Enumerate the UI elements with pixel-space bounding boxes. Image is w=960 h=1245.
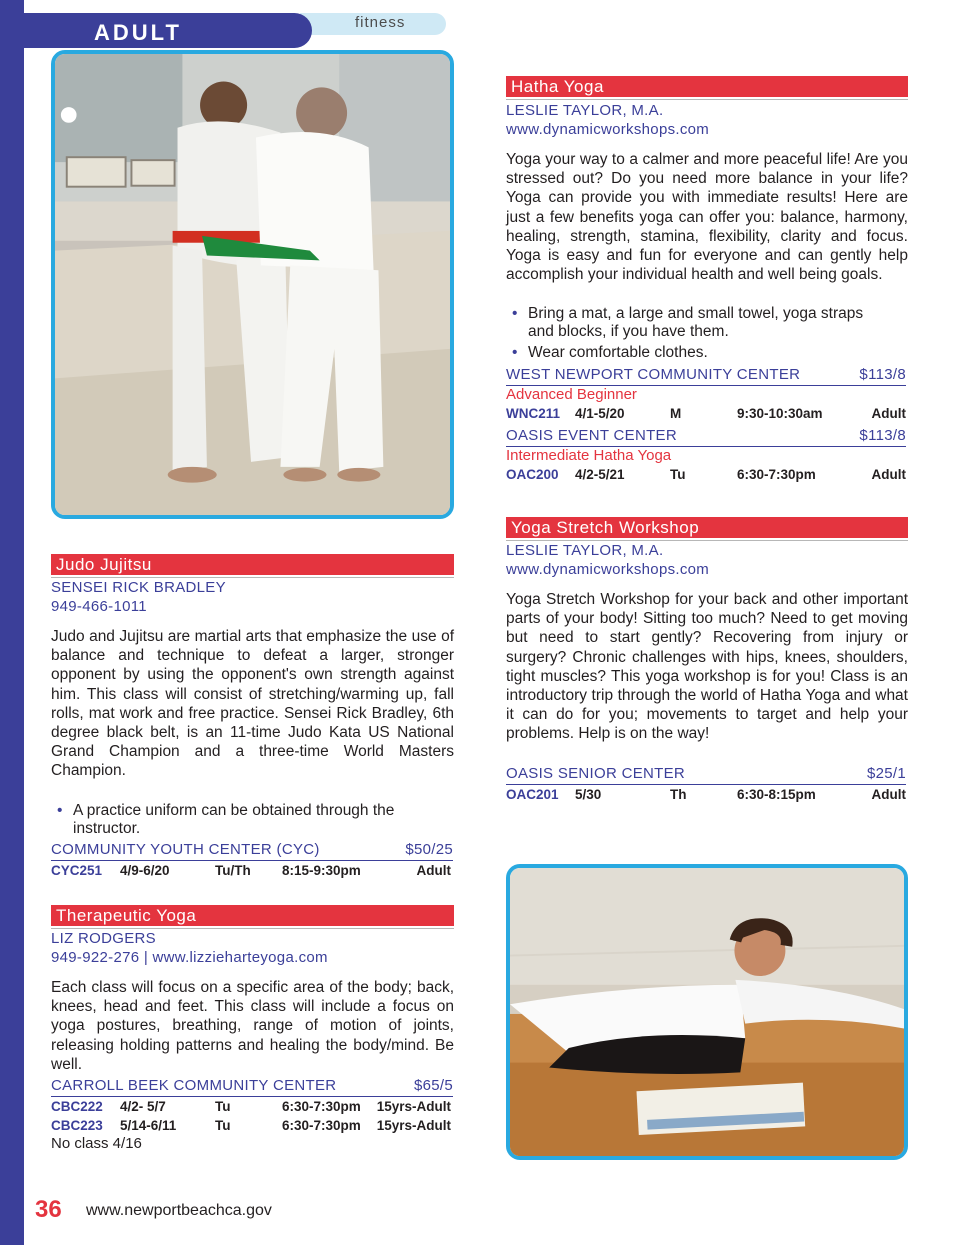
hatha-website-link[interactable]: www.dynamicworkshops.com [506, 121, 710, 138]
schedule-row [51, 861, 451, 880]
class-time: 8:15-9:30pm [282, 863, 361, 878]
schedule-row [51, 1097, 451, 1116]
judo-bullets [51, 802, 441, 841]
class-time: 6:30-7:30pm [737, 467, 816, 482]
class-code: OAC201 [506, 787, 559, 802]
header-subtitle: fitness [355, 14, 406, 31]
class-dates: 4/1-5/20 [575, 406, 625, 421]
schedule-row [506, 404, 906, 423]
judo-photo-illustration [55, 54, 450, 515]
therapeutic-instructor: LIZ RODGERS [51, 930, 156, 947]
class-age: 15yrs-Adult [376, 1099, 451, 1114]
page-number: 36 [35, 1196, 62, 1223]
class-time: 6:30-7:30pm [282, 1118, 361, 1133]
class-day: M [670, 406, 682, 421]
judo-description: Judo and Jujitsu are martial arts that emphasize the use of balance and technique to defeat a larger, stronger opponent by using the opponent's own strength against him. This class will consist of stretching/warming up, fall rolls, mat work and free practice. Sensei Rick Bradley, 6th degree black belt, is an 11-time Judo Kata US National Grand Champion and a three-time World Masters Champion. [51, 628, 454, 780]
judo-title: Judo Jujitsu [51, 554, 454, 575]
hatha-location-2-name: OASIS EVENT CENTER [506, 427, 677, 444]
hatha-location-1-name: WEST NEWPORT COMMUNITY CENTER [506, 366, 801, 383]
class-time: 6:30-8:15pm [737, 787, 816, 802]
judo-instructor: SENSEI RICK BRADLEY [51, 579, 226, 596]
class-day: Tu [215, 1118, 231, 1133]
footer-website-link[interactable]: www.newportbeachca.gov [86, 1202, 272, 1219]
class-time: 6:30-7:30pm [282, 1099, 361, 1114]
hatha-bullet-1: • Bring a mat, a large and small towel, yoga straps and blocks, if you have them. [506, 305, 886, 341]
yoga-photo-illustration [510, 868, 904, 1156]
stretch-website-link[interactable]: www.dynamicworkshops.com [506, 561, 710, 578]
judo-location-price: $50/25 [405, 841, 453, 858]
hatha-location-1 [506, 366, 906, 386]
hatha-bullets [506, 305, 886, 365]
hatha-bullet-2: • Wear comfortable clothes. [506, 344, 886, 362]
hatha-level-2: Intermediate Hatha Yoga [506, 447, 672, 464]
class-code: WNC211 [506, 406, 561, 421]
stretch-title: Yoga Stretch Workshop [506, 517, 908, 538]
judo-location [51, 841, 453, 861]
therapeutic-description: Each class will focus on a specific area of the body; back, knees, head and feet. This class will include a focus on yoga postures, breathing, range of motion of joints, releasing holding patterns and healing the body/mind. Be well. [51, 979, 454, 1073]
judo-location-name: COMMUNITY YOUTH CENTER (CYC) [51, 841, 320, 858]
therapeutic-contact[interactable]: 949-922-276 | www.lizzieharteyoga.com [51, 949, 328, 966]
class-age: Adult [416, 863, 451, 878]
class-code: CBC223 [51, 1118, 103, 1133]
therapeutic-note: No class 4/16 [51, 1135, 142, 1152]
stretch-instructor: LESLIE TAYLOR, M.A. [506, 542, 664, 559]
class-code: CBC222 [51, 1099, 103, 1114]
judo-photo [51, 50, 454, 519]
hatha-location-1-price: $113/8 [859, 366, 906, 383]
judo-phone: 949-466-1011 [51, 598, 147, 615]
class-day: Tu [215, 1099, 231, 1114]
schedule-row [51, 1116, 451, 1135]
hatha-location-2-price: $113/8 [859, 427, 906, 444]
hatha-title-rule [506, 99, 908, 100]
stretch-location-name: OASIS SENIOR CENTER [506, 765, 686, 782]
class-day: Tu/Th [215, 863, 251, 878]
yoga-photo [506, 864, 908, 1160]
stretch-location [506, 765, 906, 785]
sidebar-stripe [0, 0, 24, 1245]
schedule-row [506, 465, 906, 484]
class-age: Adult [871, 467, 906, 482]
class-day: Tu [670, 467, 686, 482]
therapeutic-location-name: CARROLL BEEK COMMUNITY CENTER [51, 1077, 337, 1094]
hatha-title: Hatha Yoga [506, 76, 908, 97]
class-dates: 4/9-6/20 [120, 863, 170, 878]
therapeutic-location-price: $65/5 [413, 1077, 453, 1094]
stretch-location-price: $25/1 [866, 765, 906, 782]
header-title: ADULT [94, 20, 182, 45]
hatha-level-1: Advanced Beginner [506, 386, 637, 403]
hatha-description: Yoga your way to a calmer and more peaceful life! Are you stressed out? Do you need more balance in your life? Yoga can provide you with immediate results! Here are just a few benefits yoga can offer you: balance, harmony, healing, strength, stamina, flexibility, clarity and focus. Yoga is easy and fun for everyone and can gently help accomplish your individual health and well being goals. [506, 151, 908, 284]
therapeutic-title: Therapeutic Yoga [51, 905, 454, 926]
class-code: OAC200 [506, 467, 559, 482]
hatha-location-2 [506, 427, 906, 447]
class-dates: 5/30 [575, 787, 602, 802]
judo-bullet-1: • A practice uniform can be obtained through the instructor. [51, 802, 441, 838]
class-age: Adult [871, 787, 906, 802]
class-code: CYC251 [51, 863, 103, 878]
class-dates: 4/2- 5/7 [120, 1099, 166, 1114]
class-dates: 5/14-6/11 [120, 1118, 177, 1133]
hatha-instructor: LESLIE TAYLOR, M.A. [506, 102, 664, 119]
class-age: Adult [871, 406, 906, 421]
schedule-row [506, 785, 906, 804]
class-day: Th [670, 787, 687, 802]
class-age: 15yrs-Adult [376, 1118, 451, 1133]
stretch-description: Yoga Stretch Workshop for your back and other important parts of your body! Sitting too much? Need to get moving but need to start gently? Recovering from injury or surgery? Chronic challenges with hips, knees, shoulders, tight muscles? This yoga workshop is for you! Class is an introductory trip through the world of Hatha Yoga and what it can do for you; movements to target and help your problems. Help is on the way! [506, 591, 908, 743]
class-dates: 4/2-5/21 [575, 467, 625, 482]
class-time: 9:30-10:30am [737, 406, 823, 421]
therapeutic-location [51, 1077, 453, 1097]
